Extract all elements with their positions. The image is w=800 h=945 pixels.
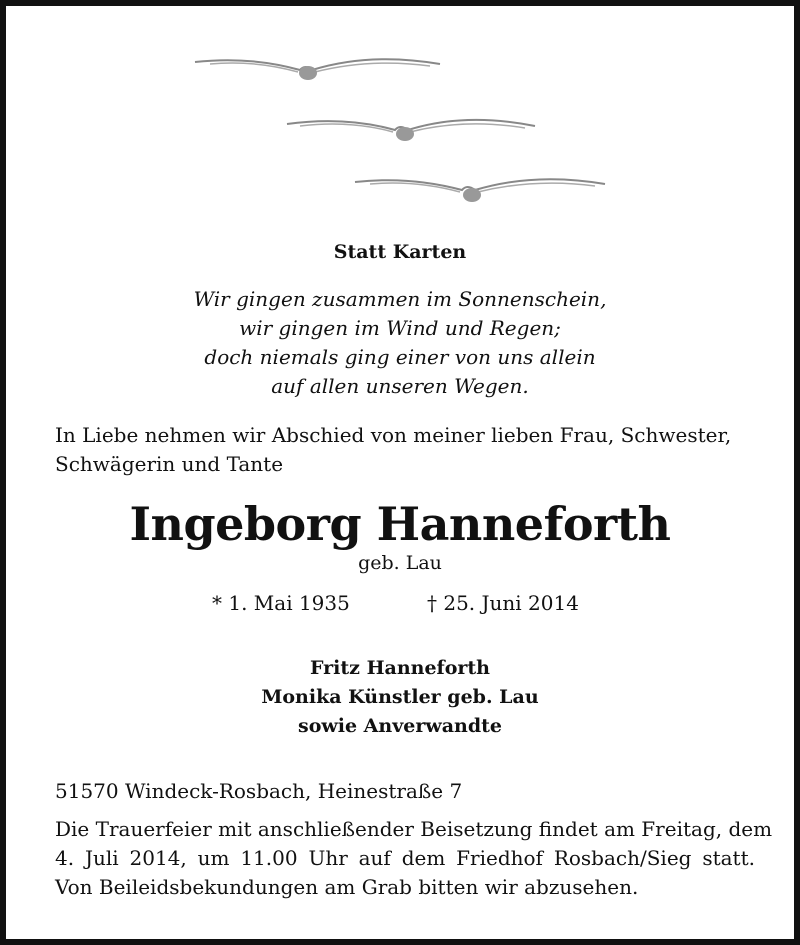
seagulls-illustration bbox=[0, 0, 800, 240]
intro-text: In Liebe nehmen wir Abschied von meiner lieben Frau, Schwester, Schwägerin und Tante bbox=[55, 423, 732, 476]
maiden-name: geb. Lau bbox=[358, 552, 442, 574]
address: 51570 Windeck-Rosbach, Heinestraße 7 bbox=[55, 779, 463, 803]
funeral-notice bbox=[55, 815, 773, 902]
birth-date: * 1. Mai 1935 bbox=[212, 591, 350, 615]
mourner-name: Monika Künstler geb. Lau bbox=[261, 686, 539, 708]
heading-statt-karten: Statt Karten bbox=[333, 241, 467, 263]
mourner-name: sowie Anverwandte bbox=[298, 715, 502, 737]
poem-line: doch niemals ging einer von uns allein bbox=[204, 345, 596, 369]
notice-line: Von Beileidsbekundungen am Grab bitten wir abzusehen. bbox=[55, 875, 639, 899]
mourner-name: Fritz Hanneforth bbox=[310, 657, 490, 679]
notice-line: 4. Juli 2014, um 11.00 Uhr auf dem Friedhof Rosbach/Sieg statt. bbox=[55, 846, 755, 870]
seagull-icon bbox=[287, 120, 535, 141]
deceased-name: Ingeborg Hanneforth bbox=[129, 497, 671, 551]
death-date: † 25. Juni 2014 bbox=[427, 591, 579, 615]
poem-line: wir gingen im Wind und Regen; bbox=[239, 316, 561, 340]
mourners-list bbox=[0, 654, 800, 741]
seagull-icon bbox=[355, 179, 605, 202]
notice-line: Die Trauerfeier mit anschließender Beisetzung findet am Freitag, dem bbox=[55, 817, 773, 841]
poem-line: Wir gingen zusammen im Sonnenschein, bbox=[193, 287, 607, 311]
poem bbox=[0, 285, 800, 401]
poem-line: auf allen unseren Wegen. bbox=[271, 374, 529, 398]
seagull-icon bbox=[195, 59, 440, 80]
